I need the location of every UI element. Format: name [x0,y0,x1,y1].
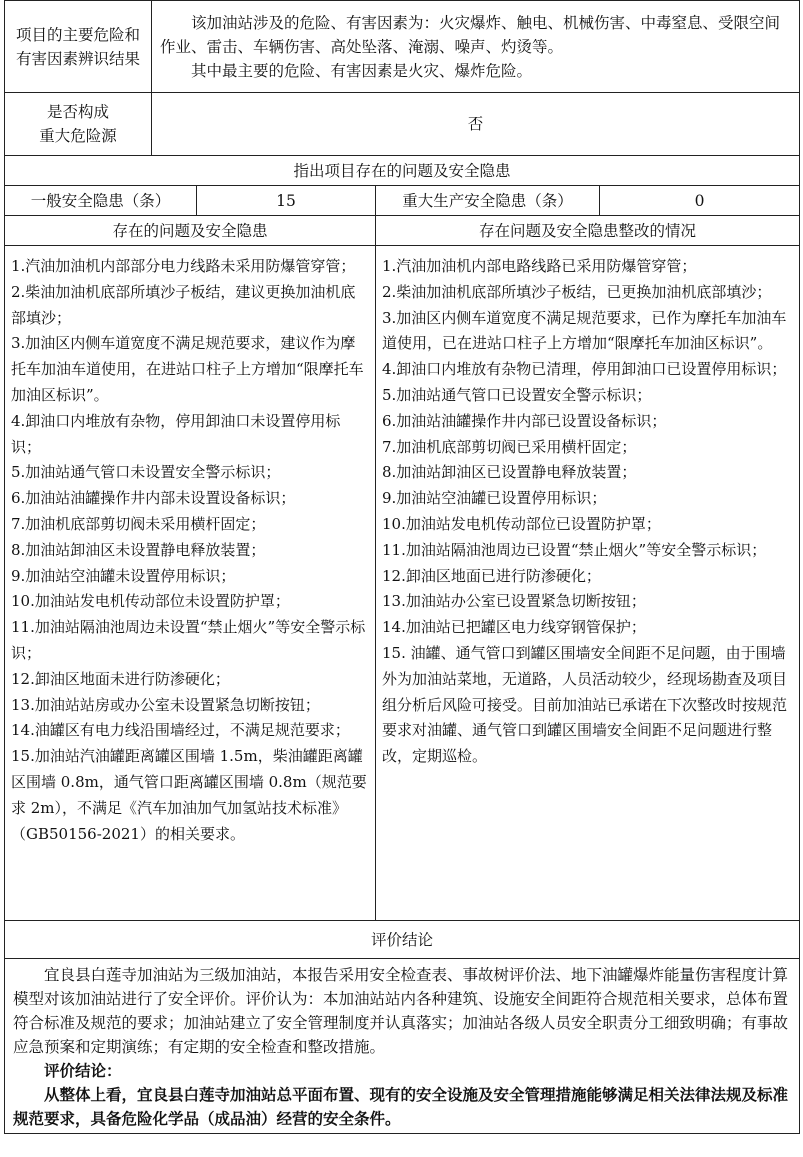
hazard-main-text: 其中最主要的危险、有害因素是火灾、爆炸危险。 [191,61,533,80]
issues-list [5,246,376,921]
list-item: 14.油罐区有电力线沿围墙经过，不满足规范要求； [11,721,350,740]
list-item: 9.加油站空油罐未设置停用标识； [11,566,236,585]
list-item: 15.加油站汽油罐距离罐区围墙 1.5m，柴油罐距离罐区围墙 0.8m，通气管口距离罐区围墙 0.8m（规范要求 2m），不满足《汽车加油加气加氢站技术标准》（GB50156-2021）的相关要求。 [11,747,367,843]
conclusion-body [5,959,800,1134]
list-item: 6.加油站油罐操作井内部已设置设备标识； [382,411,667,430]
column-header-row [5,216,800,246]
major-hazard-count-label: 重大生产安全隐患（条） [376,186,600,216]
list-item: 7.加油机底部剪切阀已采用横杆固定； [382,437,637,456]
list-item: 4.卸油口内堆放有杂物已清理，停用卸油口已设置停用标识； [382,360,787,379]
conclusion-final-statement: 从整体上看，宜良县白莲寺加油站总平面布置、现有的安全设施及安全管理措施能够满足相关法律法规及标准规范要求，具备危险化学品（成品油）经营的安全条件。 [13,1085,789,1128]
list-item: 11.加油站隔油池周边未设置“禁止烟火”等安全警示标识； [11,618,366,662]
hazard-content [152,1,800,93]
list-item: 14.加油站已把罐区电力线穿钢管保护； [382,618,646,637]
conclusion-title-row [5,921,800,959]
major-hazard-value: 否 [152,93,800,156]
list-item: 6.加油站油罐操作井内部未设置设备标识； [11,489,296,508]
counts-row [5,186,800,216]
list-item: 5.加油站通气管口已设置安全警示标识； [382,385,652,404]
list-item: 1.汽油加油机内部电路线路已采用防爆管穿管； [382,257,697,275]
issues-title-row [5,156,800,186]
list-item: 11.加油站隔油池周边已设置“禁止烟火”等安全警示标识； [382,540,767,559]
hazard-row [5,1,800,93]
rectification-list [376,246,800,921]
list-item: 13.加油站站房或办公室未设置紧急切断按钮； [11,695,320,714]
list-item: 7.加油机底部剪切阀未采用横杆固定； [11,514,266,533]
general-hazard-count: 15 [197,186,376,216]
major-hazard-row [5,93,800,156]
list-item: 2.柴油加油机底部所填沙子板结，建议更换加油机底部填沙； [11,282,356,327]
conclusion-subheading: 评价结论： [44,1061,122,1080]
conclusion-body-row [5,959,800,1134]
rectification-column-header: 存在问题及安全隐患整改的情况 [376,216,800,246]
list-item: 3.加油区内侧车道宽度不满足规范要求，已作为摩托车加油车道使用，已在进站口柱子上方增加“限摩托车加油区标识”。 [382,308,787,353]
list-item: 8.加油站卸油区未设置静电释放装置； [11,540,266,559]
lists-row [5,246,800,921]
list-item: 1.汽油加油机内部部分电力线路未采用防爆管穿管； [11,257,356,275]
issues-title: 指出项目存在的问题及安全隐患 [5,156,800,186]
list-item: 12.卸油区地面未进行防渗硬化； [11,669,230,688]
major-hazard-count: 0 [600,186,800,216]
list-item: 10.加油站发电机传动部位已设置防护罩； [382,514,661,533]
list-item: 2.柴油加油机底部所填沙子板结，已更换加油机底部填沙； [382,282,772,301]
list-item: 8.加油站卸油区已设置静电释放装置； [382,463,637,482]
list-item: 15. 油罐、通气管口到罐区围墙安全间距不足问题，由于围墙外为加油站菜地，无道路，人员活动较少，经现场勘查及项目组分析后风险可接受。目前加油站已承诺在下次整改时按规范要求对油罐、通气管口到罐区围墙安全间距不足问题进行整改，定期巡检。 [382,643,788,766]
hazard-text: 该加油站涉及的危险、有害因素为：火灾爆炸、触电、机械伤害、中毒窒息、受限空间作业、雷击、车辆伤害、高处坠落、淹溺、噪声、灼烫等。 [160,13,781,56]
list-item: 9.加油站空油罐已设置停用标识； [382,489,607,508]
list-item: 13.加油站办公室已设置紧急切断按钮； [382,592,646,611]
list-item: 4.卸油口内堆放有杂物，停用卸油口未设置停用标识； [11,411,341,456]
hazard-label: 项目的主要危险和有害因素辨识结果 [5,1,152,93]
major-hazard-label: 是否构成 重大危险源 [5,93,152,156]
list-item: 10.加油站发电机传动部位未设置防护罩； [11,592,290,611]
issues-column-header: 存在的问题及安全隐患 [5,216,376,246]
conclusion-title: 评价结论 [5,921,800,959]
list-item: 5.加油站通气管口未设置安全警示标识； [11,463,281,482]
assessment-table [4,0,800,1134]
list-item: 3.加油区内侧车道宽度不满足规范要求，建议作为摩托车加油车道使用，在进站口柱子上方增加“限摩托车加油区标识”。 [11,334,364,404]
list-item: 12.卸油区地面已进行防渗硬化； [382,566,601,585]
conclusion-paragraph: 宜良县白莲寺加油站为三级加油站，本报告采用安全检查表、事故树评价法、地下油罐爆炸能量伤害程度计算模型对该加油站进行了安全评价。评价认为：本加油站站内各种建筑、设施安全间距符合规范相关要求，总体布置符合标准及规范的要求；加油站建立了安全管理制度并认真落实；加油站各级人员安全职责分工细致明确；有事故应急预案和定期演练；有定期的安全检查和整改措施。 [13,966,789,1056]
general-hazard-label: 一般安全隐患（条） [5,186,197,216]
